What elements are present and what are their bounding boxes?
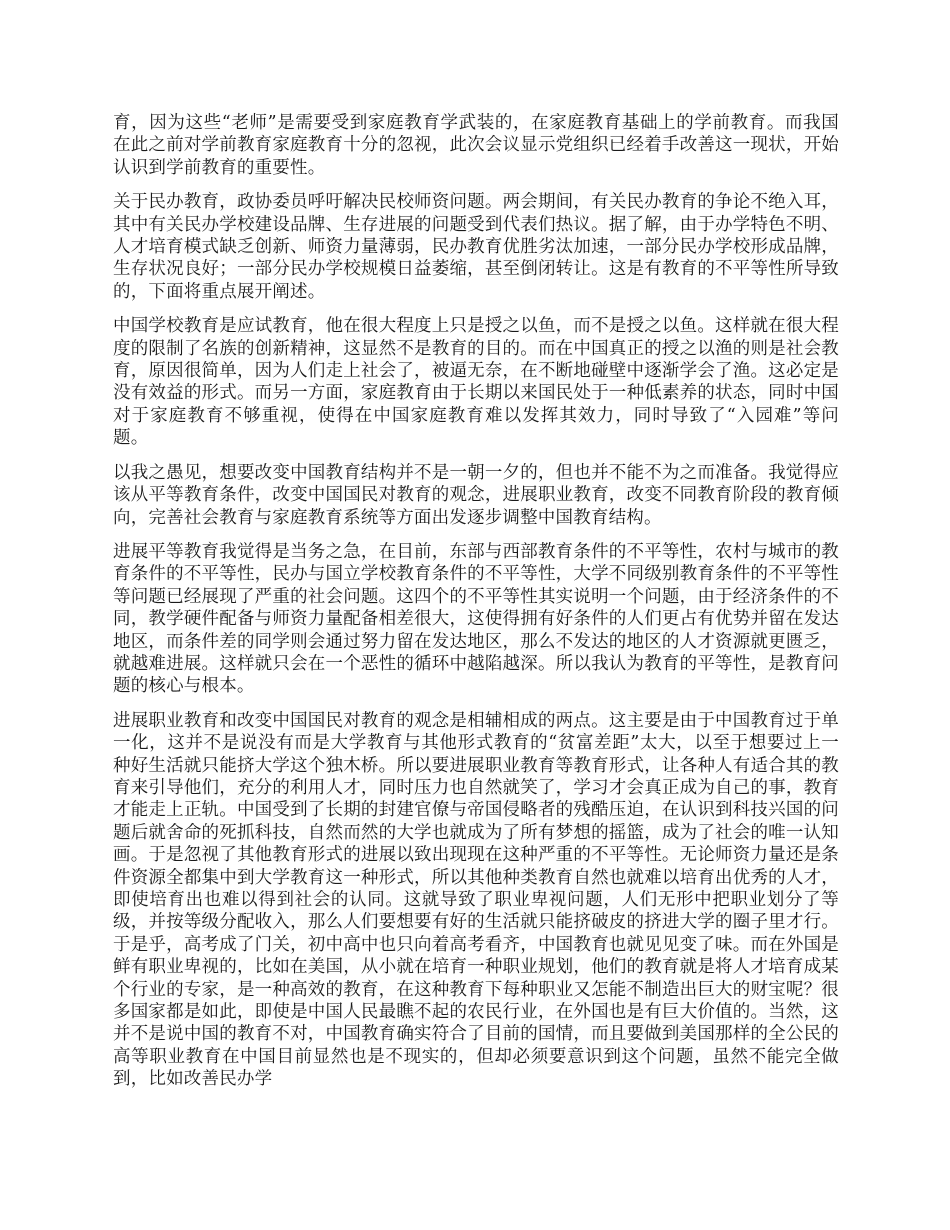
- document-body: [113, 112, 839, 1103]
- paragraph-5: 进展平等教育我觉得是当务之急，在目前，东部与西部教育条件的不平等性，农村与城市的教育条件的不平等性，民办与国立学校教育条件的不平等性，大学不同级别教育条件的不平等性等问题已经展现了严重的社会问题。这四个的不平等性其实说明一个问题，由于经济条件的不同，教学硬件配备与师资力量配备相差很大，这使得拥有好条件的人们更占有优势并留在发达地区，而条件差的同学则会通过努力留在发达地区，那么不发达的地区的人才资源就更匮乏，就越难进展。这样就只会在一个恶性的循环中越陷越深。所以我认为教育的平等性，是教育问题的核心与根本。: [113, 541, 839, 697]
- paragraph-1: 育，因为这些“老师”是需要受到家庭教育学武装的，在家庭教育基础上的学前教育。而我国在此之前对学前教育家庭教育十分的忽视，此次会议显示党组织已经着手改善这一现状，开始认识到学前教育的重要性。: [113, 113, 839, 178]
- paragraph-4: 以我之愚见，想要改变中国教育结构并不是一朝一夕的，但也并不能不为之而准备。我觉得应该从平等教育条件，改变中国国民对教育的观念，进展职业教育，改变不同教育阶段的教育倾向，完善社会教育与家庭教育系统等方面出发逐步调整中国教育结构。: [113, 462, 839, 528]
- paragraph-6: 进展职业教育和改变中国国民对教育的观念是相辅相成的两点。这主要是由于中国教育过于单一化，这并不是说没有而是大学教育与其他形式教育的“贫富差距”太大，以至于想要过上一种好生活就只能挤大学这个独木桥。所以要进展职业教育等教育形式，让各种人有适合其的教育来引导他们，充分的利用人才，同时压力也自然就笑了，学习才会真正成为自己的事，教育才能走上正轨。中国受到了长期的封建官僚与帝国侵略者的残酷压迫，在认识到科技兴国的问题后就舍命的死抓科技，自然而然的大学也就成为了所有梦想的摇篮，成为了社会的唯一认知画。于是忽视了其他教育形式的进展以致出现现在这种严重的不平等性。无论师资力量还是条件资源全都集中到大学教育这一种形式，所以其他种类教育自然也就难以培育出优秀的人才，即使培育出也难以得到社会的认同。这就导致了职业卑视问题，人们无形中把职业划分了等级，并按等级分配收入，那么人们要想要有好的生活就只能挤破皮的挤进大学的圈子里才行。于是乎，高考成了门关，初中高中也只向着高考看齐，中国教育也就见见变了味。而在外国是鲜有职业卑视的，比如在美国，从小就在培育一种职业规划，他们的教育就是将人才培育成某个行业的专家，是一种高效的教育，在这种教育下每种职业又怎能不制造出巨大的财宝呢？很多国家都是如此，即使是中国人民最瞧不起的农民行业，在外国也是有巨大价值的。当然，这并不是说中国的教育不对，中国教育确实符合了目前的国情，而且要做到美国那样的全公民的高等职业教育在中国目前显然也是不现实的，但却必须要意识到这个问题，虽然不能完全做到，比如改善民办学: [113, 710, 839, 1090]
- paragraph-3: 中国学校教育是应试教育，他在很大程度上只是授之以鱼，而不是授之以鱼。这样就在很大程度的限制了名族的创新精神，这显然不是教育的目的。而在中国真正的授之以渔的则是社会教育，原因很简单，因为人们走上社会了，被逼无奈，在不断地碰壁中逐渐学会了渔。这必定是没有效益的形式。而另一方面，家庭教育由于长期以来国民处于一种低素养的状态，同时中国对于家庭教育不够重视，使得在中国家庭教育难以发挥其效力，同时导致了“入园难”等问题。: [113, 316, 839, 449]
- paragraph-2: 关于民办教育，政协委员呼吁解决民校师资问题。两会期间，有关民办教育的争论不绝入耳，其中有关民办学校建设品牌、生存进展的问题受到代表们热议。据了解，由于办学特色不明、人才培育模式缺乏创新、师资力量薄弱，民办教育优胜劣汰加速，一部分民办学校形成品牌，生存状况良好；一部分民办学校规模日益萎缩，甚至倒闭转让。这是有教育的不平等性所导致的，下面将重点展开阐述。: [113, 192, 839, 302]
